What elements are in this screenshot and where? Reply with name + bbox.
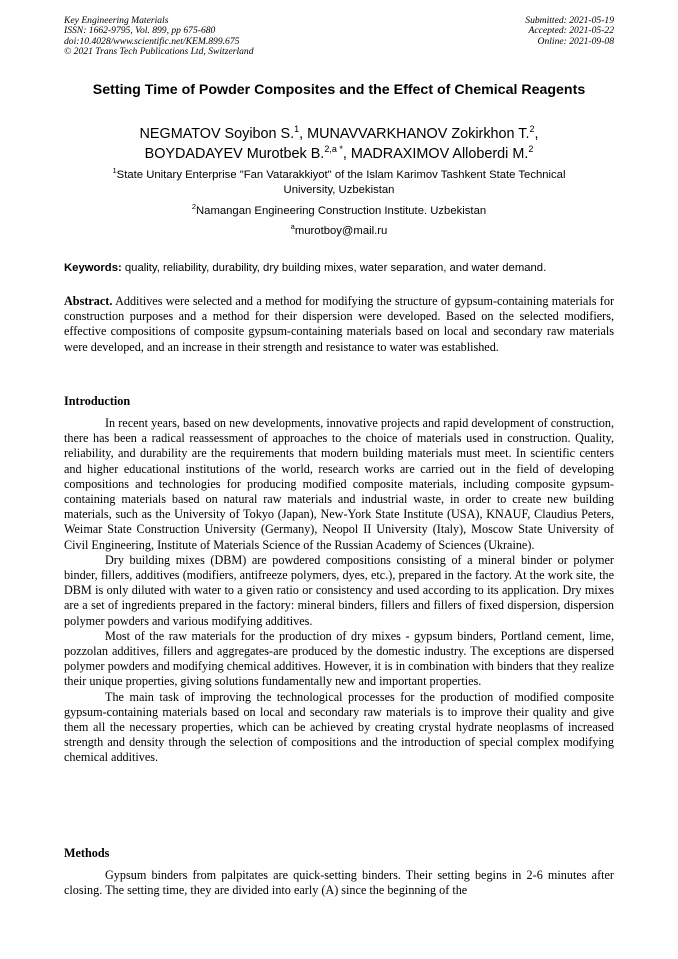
author-sep: , (534, 126, 539, 142)
author-affil-sup: 2 (529, 124, 535, 135)
author-email: murotboy@mail.ru (294, 225, 388, 237)
online-date: Online: 2021-09-08 (537, 35, 614, 47)
author-list (64, 124, 614, 164)
journal-copyright: © 2021 Trans Tech Publications Ltd, Switzerland (64, 46, 254, 58)
journal-issn: ISSN: 1662-9795, Vol. 899, pp 675-680 (64, 25, 216, 37)
submitted-date: Submitted: 2021-05-19 (525, 15, 614, 26)
paragraph: The main task of improving the technological processes for the production of modified composite gypsum-containing materials based on local and secondary raw materials is to improve their quality and give them all the necessary properties, which can be achieved by creating crystal hydrate neoplasms of increased strength and density through the selection of compositions and the introduction of special complex modifying chemical additives. (64, 689, 614, 765)
keywords-label: Keywords: (64, 262, 122, 274)
affiliation-text: Namangan Engineering Construction Institute. Uzbekistan (196, 205, 487, 217)
paragraph: Most of the raw materials for the production of dry mixes - gypsum binders, Portland cement, lime, pozzolan additives, fillers and aggregates-are produced by the domestic industry. The exceptions are dispersed polymer powders and modifying chemical additives. However, it is in combination with binders that they realize their unique properties, giving solutions fundamentally new and important properties. (64, 628, 614, 689)
author-affil-sup: 1 (294, 124, 300, 135)
introduction-body (64, 416, 614, 766)
author-name: MADRAXIMOV Alloberdi M. (350, 146, 529, 162)
affiliation-sup: a (290, 222, 295, 232)
affiliation-sup: 1 (112, 166, 117, 176)
methods-body (64, 868, 614, 898)
paragraph: In recent years, based on new developments, innovative projects and rapid development of construction, there has been a radical reassessment of approaches to the choice of materials used in construction. Quality, reliability, and durability are the requirements that modern building materials must meet. In scientific centers and higher educational institutions of the world, research works are carried out in the field of developing compositions and technologies for producing modified composite materials, including composite gypsum-containing materials based on natural raw materials and industrial waste, in order to create new building materials, such as the University of Tokyo (Japan), New-York State Institute (USA), KNAUF, Claudius Peters, Weimar State Construction University (Germany), Neopol II University (Italy), Moscow State University of Civil Engineering, Institute of Materials Science of the Russian Academy of Sciences (Ukraine). (64, 416, 614, 552)
journal-header-left (64, 16, 254, 58)
abstract-label: Abstract. (64, 294, 113, 308)
affiliation-1 (86, 168, 592, 197)
paper-title: Setting Time of Powder Composites and the Effect of Chemical Reagents (92, 82, 586, 98)
accepted-date: Accepted: 2021-05-22 (528, 25, 614, 37)
section-heading-introduction: Introduction (64, 394, 131, 408)
affiliation-2 (64, 204, 614, 219)
journal-doi: doi:10.4028/www.scientific.net/KEM.899.675 (64, 35, 240, 47)
paragraph: Dry building mixes (DBM) are powdered compositions consisting of a mineral binder or polymer binder, fillers, additives (modifiers, antifreeze polymers, dyes, etc.), prepared in the factory. At the work site, the DBM is only diluted with water to a given ratio or consistency and used according to its application. Dry mixes are a set of ingredients prepared in the factory: mineral binders, fillers and fillers of fixed dispersion, dispersion polymer powders and various modifying additives. (64, 552, 614, 628)
keywords-text: quality, reliability, durability, dry building mixes, water separation, and water demand. (121, 262, 547, 274)
author-name: MUNAVVARKHANOV Zokirkhon T. (307, 126, 530, 142)
affiliation-sup: 2 (191, 202, 197, 212)
abstract (64, 294, 614, 355)
author-sep: , (342, 146, 351, 162)
author-affil-sup: 2,a * (324, 144, 343, 155)
abstract-text: Additives were selected and a method for modifying the structure of gypsum-containing materials for construction purposes and a method for their dispersion were developed. Based on the selected modifiers, effective compositions of composite gypsum-containing materials based on local and secondary raw materials were developed, and an increase in their strength and resistance to water was established. (64, 294, 614, 354)
affiliation-email (64, 224, 614, 239)
section-heading-methods: Methods (64, 846, 110, 860)
journal-header-right (525, 16, 614, 47)
keywords-line (64, 261, 614, 275)
paragraph: Gypsum binders from palpitates are quick-setting binders. Their setting begins in 2-6 minutes after closing. The setting time, they are divided into early (A) since the beginning of the (64, 868, 614, 898)
author-name: NEGMATOV Soyibon S. (139, 126, 295, 142)
author-sep: , (299, 126, 308, 142)
journal-name: Key Engineering Materials (64, 15, 169, 26)
author-name: BOYDADAYEV Murotbek B. (144, 146, 325, 162)
author-affil-sup: 2 (528, 144, 534, 155)
affiliation-text: State Unitary Enterprise "Fan Vatarakkiyot" of the Islam Karimov Tashkent State Technical University, Uzbekistan (116, 169, 566, 196)
